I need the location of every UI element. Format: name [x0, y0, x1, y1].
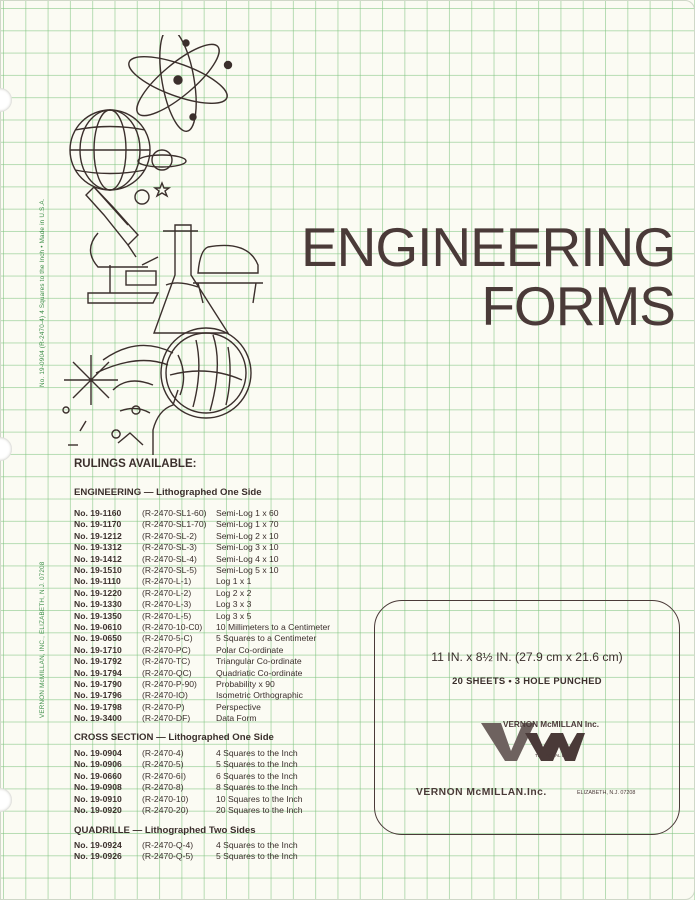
ruling-description: Log 2 x 2 — [216, 587, 252, 598]
punch-hole-top — [0, 88, 12, 112]
ruling-code: (R-2470-SL-2) — [142, 530, 197, 541]
ruling-code: (R-2470-4) — [142, 748, 184, 758]
ruling-code: (R-2470-SL1-70) — [142, 519, 207, 530]
ruling-description: Log 1 x 1 — [216, 576, 252, 587]
ruling-code: (R-2470-L-5) — [142, 610, 192, 621]
company-name: VERNON McMILLAN.Inc. — [416, 787, 547, 798]
microscope-icon — [86, 187, 158, 303]
ruling-number: No. 19-0906 — [74, 759, 122, 770]
ruling-description: Semi-Log 3 x 10 — [216, 542, 279, 553]
ruling-number: No. 19-0650 — [74, 633, 122, 644]
ruling-description: 10 Squares to the Inch — [216, 793, 303, 804]
ruling-code: (R-2470-P-90) — [142, 679, 197, 689]
ruling-number: No. 19-1160 — [74, 508, 122, 518]
ruling-description: 10 Millimeters to a Centimeter — [216, 622, 331, 632]
ruling-code: (R-2470-5-C) — [142, 633, 193, 644]
side-text-bottom: VERNON McMILLAN, INC., ELIZABETH, N.J. 07208 — [39, 561, 46, 718]
logo-name: VERNON McMILLAN Inc. — [503, 720, 599, 729]
ruling-code: (R-2470-10) — [142, 793, 189, 804]
ruling-description: Semi-Log 1 x 60 — [216, 508, 279, 518]
ruling-description: Semi-Log 4 x 10 — [216, 553, 279, 564]
ruling-description: 8 Squares to the Inch — [216, 782, 298, 793]
ruling-number: No. 19-1330 — [74, 599, 122, 610]
ruling-description: Log 3 x 3 — [216, 599, 252, 610]
atom-icon — [124, 35, 233, 134]
ruling-number: No. 19-1212 — [74, 530, 122, 541]
ruling-code: (R-2470-P) — [142, 701, 185, 712]
ruling-number: No. 19-1510 — [74, 565, 122, 575]
rulings-title: RULINGS AVAILABLE: — [74, 458, 197, 470]
astrology-symbols-icon — [63, 355, 120, 445]
ruling-code: (R-2470-20) — [142, 805, 189, 815]
ruling-description: Semi-Log 2 x 10 — [216, 530, 279, 541]
ruling-code: (R-2470-Q-4) — [142, 840, 194, 850]
punch-hole-middle — [0, 437, 12, 461]
ruling-description: 5 Squares to a Centimeter — [216, 633, 317, 644]
saturn-icon — [138, 150, 186, 170]
ruling-description: 4 Squares to the Inch — [216, 748, 298, 758]
ruling-description: Semi-Log 1 x 70 — [216, 519, 279, 530]
ruling-description: Log 3 x 5 — [216, 610, 252, 621]
ruling-number: No. 19-0926 — [74, 851, 122, 862]
ruling-code: (R-2470-PC) — [142, 644, 191, 655]
ruling-number: No. 19-1312 — [74, 542, 122, 553]
ruling-code: (R-2470-DF) — [142, 713, 191, 724]
ruling-code: (R-2470-L-2) — [142, 587, 192, 598]
section-heading: QUADRILLE — Lithographed Two Sides — [74, 825, 256, 836]
ruling-number: No. 19-1170 — [74, 519, 122, 530]
ruling-number: No. 19-0920 — [74, 805, 122, 815]
ruling-number: No. 19-1412 — [74, 553, 122, 564]
section-heading: CROSS SECTION — Lithographed One Side — [74, 732, 274, 743]
ruling-number: No. 19-1110 — [74, 576, 121, 587]
sheet-count: 20 SHEETS • 3 HOLE PUNCHED — [452, 675, 602, 686]
planet-icon — [135, 190, 149, 204]
ruling-number: No. 19-0908 — [74, 782, 122, 793]
ruling-code: (R-2470-L-3) — [142, 599, 192, 610]
paper-size: 11 IN. x 8½ IN. (27.9 cm x 21.6 cm) — [431, 650, 623, 664]
ruling-code: (R-2470-SL-5) — [142, 565, 197, 575]
punch-hole-bottom — [0, 788, 12, 812]
ruling-description: 5 Squares to the Inch — [216, 759, 298, 770]
ruling-number: No. 19-0924 — [74, 840, 122, 850]
flask-icon — [154, 225, 263, 333]
star-icon — [155, 183, 169, 196]
title-line-1: ENGINEERING — [300, 216, 675, 278]
ruling-code: (R-2470-SL-4) — [142, 553, 197, 564]
ruling-number: No. 19-0660 — [74, 770, 122, 781]
ruling-number: No. 19-0910 — [74, 793, 122, 804]
ruling-description: Probability x 90 — [216, 679, 275, 689]
ruling-description: Perspective — [216, 701, 261, 712]
ruling-code: (R-2470-SL1-60) — [142, 508, 207, 518]
petri-dish-icon — [161, 328, 251, 418]
ruling-number: No. 19-1794 — [74, 667, 122, 678]
globe-icon — [70, 110, 150, 225]
ruling-description: Isometric Orthographic — [216, 690, 303, 701]
ruling-number: No. 19-3400 — [74, 713, 122, 724]
ruling-code: (R-2470-L-1) — [142, 576, 192, 587]
ruling-number: No. 19-1796 — [74, 690, 122, 701]
ruling-number: No. 19-1798 — [74, 701, 122, 712]
ruling-code: (R-2470-6I) — [142, 770, 186, 781]
ruling-description: 6 Squares to the Inch — [216, 770, 298, 781]
ruling-code: (R-2470-IO) — [142, 690, 188, 701]
label-box — [374, 600, 680, 835]
ruling-description: Triangular Co-ordinate — [216, 656, 302, 667]
ruling-code: (R-2470-QC) — [142, 667, 192, 678]
ruling-code: (R-2470-TC) — [142, 656, 191, 667]
ruling-description: Quadriatic Co-ordinate — [216, 667, 303, 678]
ruling-code: (R-2470-Q-5) — [142, 851, 194, 862]
section-heading: ENGINEERING — Lithographed One Side — [74, 487, 262, 498]
page-title — [300, 216, 675, 337]
ruling-description: 20 Squares to the Inch — [216, 805, 303, 815]
side-text-top: No. 19-0904 (R-2470-4) 4 Squares to the Inch • Made in U.S.A. — [39, 198, 46, 387]
ruling-number: No. 19-0610 — [74, 622, 122, 632]
ruling-description: Data Form — [216, 713, 257, 724]
science-illustration — [58, 35, 278, 455]
ruling-code: (R-2470-5) — [142, 759, 184, 770]
ruling-description: 5 Squares to the Inch — [216, 851, 298, 862]
ruling-number: No. 19-1792 — [74, 656, 122, 667]
ruling-number: No. 19-1790 — [74, 679, 122, 689]
ruling-code: (R-2470-SL-3) — [142, 542, 197, 553]
title-line-2: FORMS — [481, 275, 675, 337]
ruling-number: No. 19-1220 — [74, 587, 122, 598]
ruling-number: No. 19-0904 — [74, 748, 122, 758]
logo-tagline: THE ROYAL LINE — [535, 753, 573, 758]
ruling-code: (R-2470-10-C0) — [142, 622, 203, 632]
ruling-number: No. 19-1710 — [74, 644, 122, 655]
ruling-code: (R-2470-8) — [142, 782, 184, 793]
ruling-number: No. 19-1350 — [74, 610, 122, 621]
ruling-description: 4 Squares to the Inch — [216, 840, 298, 850]
company-city: ELIZABETH, N.J. 07208 — [577, 790, 636, 796]
ruling-description: Polar Co-ordinate — [216, 644, 284, 655]
ruling-description: Semi-Log 5 x 10 — [216, 565, 279, 575]
